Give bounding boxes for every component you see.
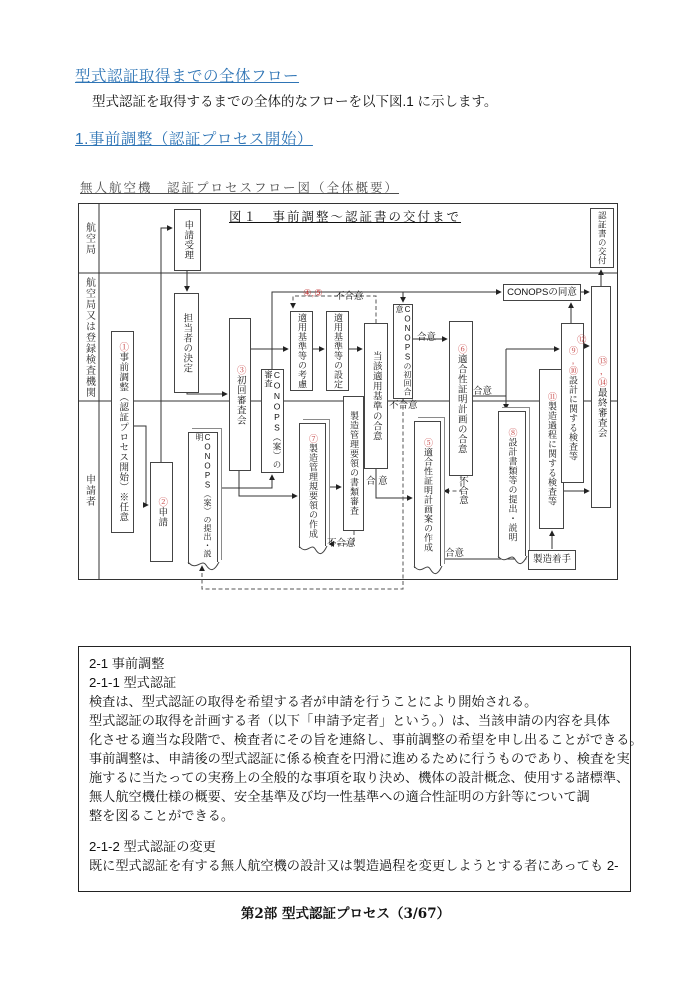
flow-label-goui-start: 合意 [445, 548, 465, 559]
step-number: ⑤ [423, 438, 433, 448]
flow-box-conf-plan-create: ⑤適合性証明計画案の作成 [414, 421, 441, 568]
flow-box-conops-submit: CONOPS（案）の提出・説明 [188, 432, 218, 564]
scroll-curl [299, 543, 328, 557]
scroll-curl [414, 563, 443, 577]
flow-label-num12: ⑫ [577, 335, 587, 346]
intro-text: 型式認証を取得するまでの全体的なフローを以下図.1 に示します。 [92, 94, 498, 109]
section-text-box [78, 646, 643, 892]
flow-label-goui-criteria: 合 意 [366, 476, 388, 487]
section-line-2: 検査は、型式認証の取得を希望する者が申請を行うことにより開始される。 [89, 694, 538, 709]
flow-label-goui-conf: 合意 [473, 386, 493, 397]
section-line-11: 既に型式認証を有する無人航空機の設計又は製造過程を変更しようとする者にあっても 2- [89, 858, 619, 873]
scroll-curl [498, 553, 528, 567]
flow-box-apply: ②申請 [150, 462, 173, 562]
flow-box-conops-first-agree: CONOPSの初回合意 [393, 304, 413, 399]
section-line-10: 2-1-2 型式認証の変更 [89, 839, 216, 854]
step-number: ⑪ [547, 392, 557, 402]
flow-label-fugoui-conops: 不合意 [389, 400, 418, 411]
flow-box-mfg-doc-review: 製造管理要領の書類審査 [343, 396, 364, 531]
lane-label-1: 航空局又は登録検査機関 [83, 276, 95, 398]
diagram-caption: 無人航空機 認証プロセスフロー図（全体概要） [80, 180, 400, 195]
flow-box-design-insp: ⑨,⑩設計に関する検査等 [561, 323, 584, 483]
flow-box-criteria-set: 適用基準等の設定 [326, 311, 349, 391]
section-line-6: 施するに当たっての実務上の全般的な事項を取り決め、機体の設計概念、使用する諸標準、 [89, 770, 630, 785]
figure-title: 図１ 事前調整～認証書の交付まで [229, 209, 462, 224]
flow-box-conops-review: CONOPS（案）の審査 [261, 369, 284, 473]
flow-box-conf-plan-agree: ⑥適合性証明計画の合意 [449, 321, 473, 476]
lane-label-2: 申請者 [83, 473, 95, 507]
flow-box-mfg-process-insp: ⑪製造過程に関する検査等 [539, 369, 564, 529]
flow-label-fugoui-mfg: 不合意 [327, 538, 356, 549]
step-number: ③ [234, 364, 246, 375]
step-number: ⑥ [455, 343, 467, 354]
flow-box-criteria-consider: 適用基準等の考慮 [290, 311, 313, 391]
section-line-4: 化させる適当な段階で、検査者にその旨を連絡し、事前調整の希望を申し出ることができる。 [89, 732, 643, 747]
section-line-9 [89, 825, 620, 837]
process-flow-diagram [78, 203, 618, 580]
flow-label-goui-conops: 合意 [417, 332, 437, 343]
step-number: ⑨,⑩ [568, 345, 578, 375]
section-heading: 1.事前調整（認証プロセス開始） [75, 131, 313, 148]
flow-box-conops-agree: CONOPSの同意 [503, 284, 581, 301]
step-number: ⑧ [507, 428, 518, 438]
flow-box-cert-issue: 認証書の交付 [590, 208, 614, 268]
page-footer: 第2部 型式認証プロセス（3/67） [240, 906, 451, 922]
page-title: 型式認証取得までの全体フロー [75, 68, 300, 85]
section-line-7: 無人航空機仕様の概要、安全基準及び均一性基準への適合性証明の方針等について調 [89, 789, 590, 804]
section-line-8: 整を図ることができる。 [89, 808, 235, 823]
flow-box-final-review: ⑬,⑭最終審査会 [591, 286, 611, 508]
section-line-5: 事前調整は、申請後の型式認証に係る検査を円滑に進めるために行うものであり、検査を実 [89, 751, 630, 766]
flow-label-fugoui-top: 不合意 [335, 291, 364, 302]
step-number: ② [156, 497, 168, 507]
flow-box-mfg-rule-create: ⑦製造管理規要領の作成 [299, 423, 326, 548]
section-line-3: 型式認証の取得を計画する者（以下「申請予定者」という。）は、当該申請の内容を具体 [89, 713, 610, 728]
step-number: ① [117, 342, 129, 352]
flow-label-num45: ④,⑤ [303, 288, 323, 299]
flow-box-assign: 担当者の決定 [174, 293, 199, 393]
flow-box-mfg-start: 製造着手 [528, 550, 576, 570]
flow-box-criteria-agree: 当該適用基準の合意 [364, 323, 388, 469]
flow-box-prior: ①事前調整（認証プロセス開始）※任意 [111, 331, 134, 533]
scroll-curl [188, 559, 220, 573]
step-number: ⑦ [308, 433, 318, 444]
section-line-1: 2-1-1 型式認証 [89, 675, 177, 690]
lane-label-0: 航空局 [83, 222, 95, 255]
step-number: ⑬,⑭ [595, 356, 607, 388]
flow-box-first-review: ③初回審査会 [229, 318, 251, 471]
flow-box-receipt: 申請受理 [174, 209, 201, 271]
section-line-0: 2-1 事前調整 [89, 656, 165, 671]
flow-label-fugoui-conf: 不合意 [457, 476, 468, 505]
flow-box-design-submit: ⑧設計書類等の提出・説明 [498, 411, 526, 558]
